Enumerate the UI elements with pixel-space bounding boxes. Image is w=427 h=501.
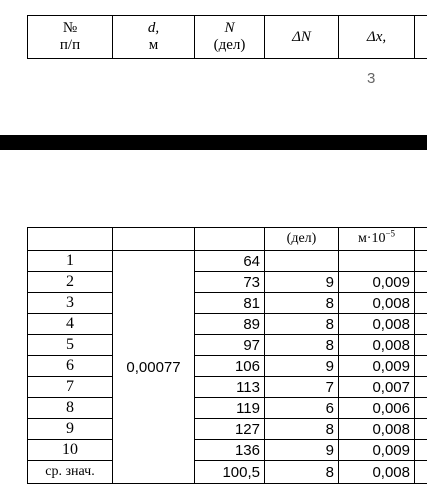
row-number: 2 [28,272,113,293]
dx-cell [339,251,415,272]
row-number: 3 [28,293,113,314]
dx-cell: 0,008 [339,314,415,335]
table-row [28,293,427,314]
dx-cell: 0,008 [339,419,415,440]
col-dN-header: ΔN [265,16,339,59]
extra-cell [415,251,427,272]
extra-cell [415,293,427,314]
extra-cell [415,398,427,419]
dN-unit: (дел) [265,228,339,251]
N-cell: 73 [195,272,265,293]
avg-N: 100,5 [195,461,265,484]
col-dx-header: Δx, [339,16,415,59]
col-d-header: d, м [113,16,195,59]
dN-cell: 8 [265,335,339,356]
row-number: 9 [28,419,113,440]
table-row [28,335,427,356]
table-row [28,419,427,440]
d-value: 0,00077 [113,251,195,484]
subheader-row [28,228,427,251]
extra-cell [415,272,427,293]
extra-cell [415,419,427,440]
dN-cell: 7 [265,377,339,398]
col-number-header: № п/п [28,16,113,59]
dx-cell: 0,009 [339,356,415,377]
page-number: 3 [367,70,376,87]
col-extra-header [415,16,427,59]
N-cell: 64 [195,251,265,272]
subheader-cell [113,228,195,251]
dN-cell: 8 [265,419,339,440]
avg-dx: 0,008 [339,461,415,484]
table-row [28,356,427,377]
table-row [28,398,427,419]
subheader-cell [28,228,113,251]
N-cell: 119 [195,398,265,419]
dN-cell: 9 [265,356,339,377]
header-table [27,15,427,59]
avg-dN: 8 [265,461,339,484]
extra-cell [415,440,427,461]
dx-cell: 0,009 [339,440,415,461]
subheader-cell [195,228,265,251]
header-row [28,16,427,59]
dN-cell: 6 [265,398,339,419]
extra-cell [415,335,427,356]
N-cell: 113 [195,377,265,398]
row-number: 6 [28,356,113,377]
extra-cell [415,377,427,398]
dN-cell [265,251,339,272]
average-label: ср. знач. [28,461,113,484]
dx-cell: 0,008 [339,293,415,314]
table-row [28,251,427,272]
row-number: 10 [28,440,113,461]
col-N-header: N (дел) [195,16,265,59]
N-cell: 97 [195,335,265,356]
dx-cell: 0,008 [339,335,415,356]
dx-cell: 0,006 [339,398,415,419]
row-number: 8 [28,398,113,419]
extra-cell [415,314,427,335]
row-number: 5 [28,335,113,356]
dx-cell: 0,007 [339,377,415,398]
table-row [28,377,427,398]
data-table [27,227,427,484]
dx-cell: 0,009 [339,272,415,293]
dN-cell: 8 [265,314,339,335]
dN-cell: 8 [265,293,339,314]
average-row [28,461,427,484]
table-row [28,440,427,461]
row-number: 4 [28,314,113,335]
N-cell: 136 [195,440,265,461]
row-number: 1 [28,251,113,272]
dN-cell: 9 [265,440,339,461]
row-number: 7 [28,377,113,398]
dx-unit: $м\cdot 10^{-5}$ [339,228,415,251]
table-row [28,314,427,335]
dN-cell: 9 [265,272,339,293]
N-cell: 81 [195,293,265,314]
subheader-cell [415,228,427,251]
page-separator [0,135,427,150]
N-cell: 127 [195,419,265,440]
N-cell: 89 [195,314,265,335]
N-cell: 106 [195,356,265,377]
table-row [28,272,427,293]
extra-cell [415,356,427,377]
extra-cell [415,461,427,484]
